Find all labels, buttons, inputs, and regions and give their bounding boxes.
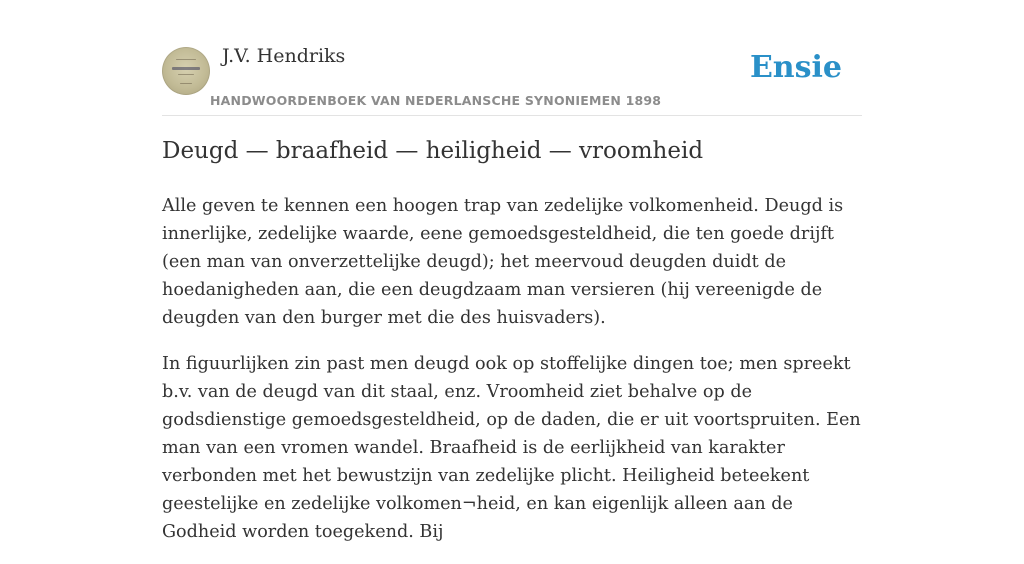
book-cover-avatar[interactable] <box>162 47 210 95</box>
header <box>162 0 862 116</box>
site-logo[interactable]: Ensie <box>749 50 842 85</box>
entry-body <box>162 192 862 564</box>
entry-title: Deugd — braafheid — heiligheid — vroomheid <box>162 138 704 164</box>
source-title[interactable]: HANDWOORDENBOEK VAN NEDERLANSCHE SYNONIEMEN 1898 <box>210 93 662 108</box>
author-name[interactable]: J.V. Hendriks <box>222 45 346 67</box>
entry-paragraph: In figuurlijken zin past men deugd ook op stoffelijke dingen toe; men spreekt b.v. van de deugd van dit staal, enz. Vroomheid ziet behalve op de godsdienstige gemoedsgesteldheid, op de daden, die er uit voortspruiten. Een man van een vromen wandel. Braafheid is de eerlijkheid van karakter verbonden met het bewustzijn van zedelijke plicht. Heiligheid beteekent geestelijke en zedelijke volkomen¬heid, en kan eigenlijk alleen aan de Godheid worden toegekend. Bij <box>162 354 861 542</box>
entry-paragraph: Alle geven te kennen een hoogen trap van zedelijke volkomenheid. Deugd is innerlijke, zedelijke waarde, eene gemoedsgesteldheid, die ten goede drijft (een man van onverzettelijke deugd); het meervoud deugden duidt de hoedanigheden aan, die een deugdzaam man versieren (hij vereenigde de deugden van den burger met die des huisvaders). <box>162 196 844 328</box>
page <box>162 0 862 542</box>
